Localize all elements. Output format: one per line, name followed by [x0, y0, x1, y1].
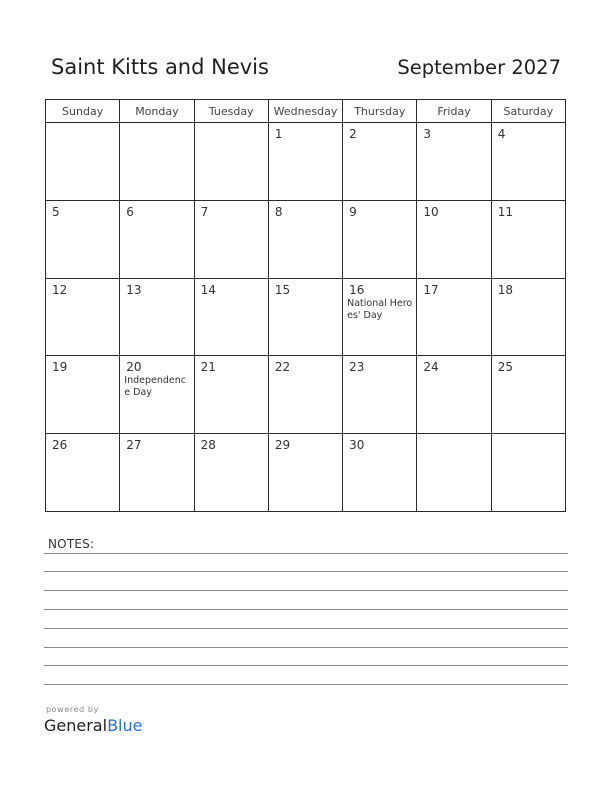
day-cell-1	[268, 123, 342, 201]
day-cell-2	[343, 123, 417, 201]
week-row	[46, 200, 566, 278]
day-cell-5	[46, 200, 120, 278]
day-cell-24	[417, 356, 491, 434]
calendar-title: Saint Kitts and Nevis	[51, 55, 269, 79]
day-cell-10	[417, 200, 491, 278]
empty-day-cell	[46, 123, 120, 201]
notes-line	[44, 647, 568, 648]
notes-line	[44, 684, 568, 685]
week-row	[46, 123, 566, 201]
generalblue-logo	[44, 716, 142, 735]
day-number: 22	[274, 360, 291, 375]
month-label: September 2027	[397, 56, 561, 79]
holiday-label: National Heroes' Day	[347, 297, 413, 321]
day-cell-30	[343, 434, 417, 512]
calendar-grid	[45, 99, 566, 512]
day-cell-18	[491, 278, 565, 356]
weekday-header-monday: Monday	[120, 100, 194, 123]
day-cell-14	[194, 278, 268, 356]
holiday-label: Independence Day	[124, 375, 186, 399]
day-number: 11	[497, 204, 513, 219]
weekday-header-tuesday: Tuesday	[194, 100, 268, 123]
day-cell-26	[46, 434, 120, 512]
day-number: 5	[52, 204, 60, 219]
day-number: 20	[126, 360, 142, 375]
powered-by-text: powered by	[46, 705, 99, 714]
notes-line	[44, 665, 568, 666]
notes-line	[44, 609, 568, 610]
day-cell-19	[46, 356, 120, 434]
day-number: 4	[497, 127, 506, 141]
day-number: 12	[52, 282, 68, 297]
day-cell-9	[343, 200, 417, 278]
day-cell-13	[120, 278, 194, 356]
day-cell-7	[194, 200, 268, 278]
day-cell-6	[120, 200, 194, 278]
day-number: 30	[349, 438, 365, 453]
day-number: 6	[126, 204, 134, 219]
brand-general: General	[44, 716, 108, 735]
day-number: 15	[274, 282, 291, 297]
day-cell-28	[194, 434, 268, 512]
day-number: 14	[200, 282, 216, 297]
day-cell-25	[491, 356, 565, 434]
notes-line	[44, 590, 568, 591]
weekday-header-row	[46, 100, 566, 123]
empty-day-cell	[120, 123, 194, 201]
day-number: 27	[126, 438, 142, 453]
brand-blue: Blue	[107, 716, 143, 735]
notes-line	[44, 553, 568, 554]
weekday-header-thursday: Thursday	[343, 100, 417, 123]
day-cell-17	[417, 278, 491, 356]
weekday-header-sunday: Sunday	[46, 100, 120, 123]
day-number: 19	[52, 360, 68, 375]
week-row	[46, 278, 566, 356]
day-number: 13	[126, 282, 142, 297]
day-cell-23	[343, 356, 417, 434]
day-number: 21	[200, 360, 216, 375]
day-cell-20	[120, 356, 194, 434]
day-number: 16	[349, 282, 365, 297]
day-number: 1	[274, 127, 283, 141]
week-row	[46, 434, 566, 512]
day-number: 24	[423, 360, 439, 375]
day-cell-11	[491, 200, 565, 278]
empty-day-cell	[491, 434, 565, 512]
empty-day-cell	[417, 434, 491, 512]
day-cell-4	[491, 123, 565, 201]
day-number: 10	[423, 204, 439, 219]
week-row	[46, 356, 566, 434]
notes-label: NOTES:	[48, 537, 95, 551]
day-number: 29	[274, 438, 291, 453]
day-number: 3	[423, 127, 432, 141]
empty-day-cell	[194, 123, 268, 201]
weekday-header-wednesday: Wednesday	[268, 100, 342, 123]
weekday-header-friday: Friday	[417, 100, 491, 123]
day-number: 2	[349, 127, 357, 141]
day-number: 18	[497, 282, 513, 297]
day-number: 26	[52, 438, 68, 453]
day-cell-29	[268, 434, 342, 512]
day-number: 28	[200, 438, 216, 453]
day-number: 17	[423, 282, 439, 297]
day-number: 25	[497, 360, 513, 375]
day-cell-21	[194, 356, 268, 434]
notes-line	[44, 628, 568, 629]
day-cell-12	[46, 278, 120, 356]
day-number: 9	[349, 204, 357, 219]
notes-line	[44, 571, 568, 572]
weekday-header-saturday: Saturday	[491, 100, 565, 123]
day-cell-8	[268, 200, 342, 278]
day-number: 7	[200, 204, 209, 219]
day-number: 23	[349, 360, 365, 375]
day-cell-16	[343, 278, 417, 356]
day-cell-22	[268, 356, 342, 434]
day-cell-3	[417, 123, 491, 201]
day-number: 8	[274, 204, 283, 219]
day-cell-15	[268, 278, 342, 356]
day-cell-27	[120, 434, 194, 512]
